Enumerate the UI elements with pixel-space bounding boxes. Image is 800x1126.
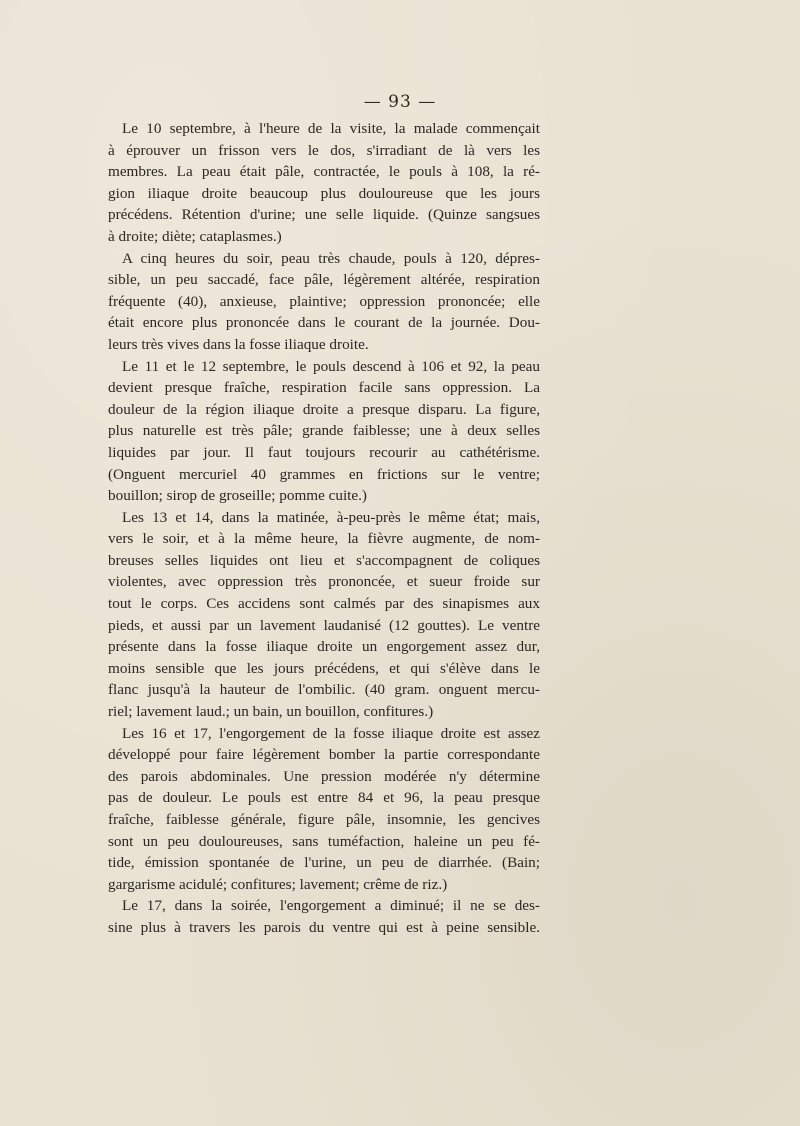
page-number: — 93 — bbox=[363, 92, 437, 112]
text-line: flanc jusqu'à la hauteur de l'ombilic. (40 gram. onguent mercu- bbox=[108, 681, 540, 699]
text-line: membres. La peau était pâle, contractée, le pouls à 108, la ré- bbox=[108, 163, 540, 181]
text-line: à éprouver un frisson vers le dos, s'irradiant de là vers les bbox=[108, 141, 540, 159]
text-line: breuses selles liquides ont lieu et s'accompagnent de coliques bbox=[108, 551, 540, 569]
text-line: sine plus à travers les parois du ventre qui est à peine sensible. bbox=[108, 918, 540, 936]
text-line: violentes, avec oppression très prononcée, et sueur froide sur bbox=[108, 573, 540, 591]
text-line: Le 17, dans la soirée, l'engorgement a diminué; il ne se des- bbox=[122, 897, 540, 915]
text-line: leurs très vives dans la fosse iliaque droite. bbox=[108, 335, 369, 353]
text-line: tide, émission spontanée de l'urine, un peu de diarrhée. (Bain; bbox=[108, 854, 540, 872]
text-line: sible, un peu saccadé, face pâle, légèrement altérée, respiration bbox=[108, 271, 540, 289]
text-line: était encore plus prononcée dans le courant de la journée. Dou- bbox=[108, 314, 540, 332]
text-line: Les 16 et 17, l'engorgement de la fosse iliaque droite est assez bbox=[122, 724, 540, 742]
text-line: sont un peu douloureuses, sans tuméfaction, haleine un peu fé- bbox=[108, 832, 540, 850]
text-line: Les 13 et 14, dans la matinée, à-peu-près le même état; mais, bbox=[122, 508, 540, 526]
text-line: bouillon; sirop de groseille; pomme cuite.) bbox=[108, 487, 367, 505]
text-line: pas de douleur. Le pouls est entre 84 et 96, la peau presque bbox=[108, 789, 540, 807]
text-line: A cinq heures du soir, peau très chaude, pouls à 120, dépres- bbox=[122, 249, 540, 267]
text-line: pieds, et aussi par un lavement laudanisé (12 gouttes). Le ventre bbox=[108, 616, 540, 634]
text-line: gargarisme acidulé; confitures; lavement; crême de riz.) bbox=[108, 875, 448, 893]
text-line: à droite; diète; cataplasmes.) bbox=[108, 227, 282, 245]
text-line: moins sensible que les jours précédens, et qui s'élève dans le bbox=[108, 659, 540, 677]
body-text bbox=[108, 118, 540, 939]
text-line: présente dans la fosse iliaque droite un engorgement assez dur, bbox=[108, 638, 540, 656]
text-line: gion iliaque droite beaucoup plus douloureuse que les jours bbox=[108, 184, 540, 202]
text-line: précédens. Rétention d'urine; une selle liquide. (Quinze sangsues bbox=[108, 206, 540, 224]
text-line: vers le soir, et à la même heure, la fièvre augmente, de nom- bbox=[108, 530, 540, 548]
text-line: Le 11 et le 12 septembre, le pouls descend à 106 et 92, la peau bbox=[122, 357, 540, 375]
text-line: riel; lavement laud.; un bain, un bouillon, confitures.) bbox=[108, 703, 434, 721]
text-line: liquides par jour. Il faut toujours recourir au cathétérisme. bbox=[108, 443, 540, 461]
text-line: fraîche, faiblesse générale, figure pâle, insomnie, les gencives bbox=[108, 811, 540, 828]
text-line: douleur de la région iliaque droite a presque disparu. La figure, bbox=[108, 400, 540, 418]
text-line: (Onguent mercuriel 40 grammes en frictions sur le ventre; bbox=[108, 465, 540, 483]
text-line: des parois abdominales. Une pression modérée n'y détermine bbox=[108, 767, 540, 785]
text-line: plus naturelle est très pâle; grande faiblesse; une à deux selles bbox=[108, 422, 540, 440]
text-line: fréquente (40), anxieuse, plaintive; oppression prononcée; elle bbox=[108, 292, 540, 310]
text-line: développé pour faire légèrement bomber la partie correspondante bbox=[108, 746, 540, 764]
text-line: devient presque fraîche, respiration facile sans oppression. La bbox=[108, 379, 540, 397]
text-line: Le 10 septembre, à l'heure de la visite, la malade commençait bbox=[122, 120, 540, 137]
text-line: tout le corps. Ces accidens sont calmés par des sinapismes aux bbox=[108, 595, 540, 613]
